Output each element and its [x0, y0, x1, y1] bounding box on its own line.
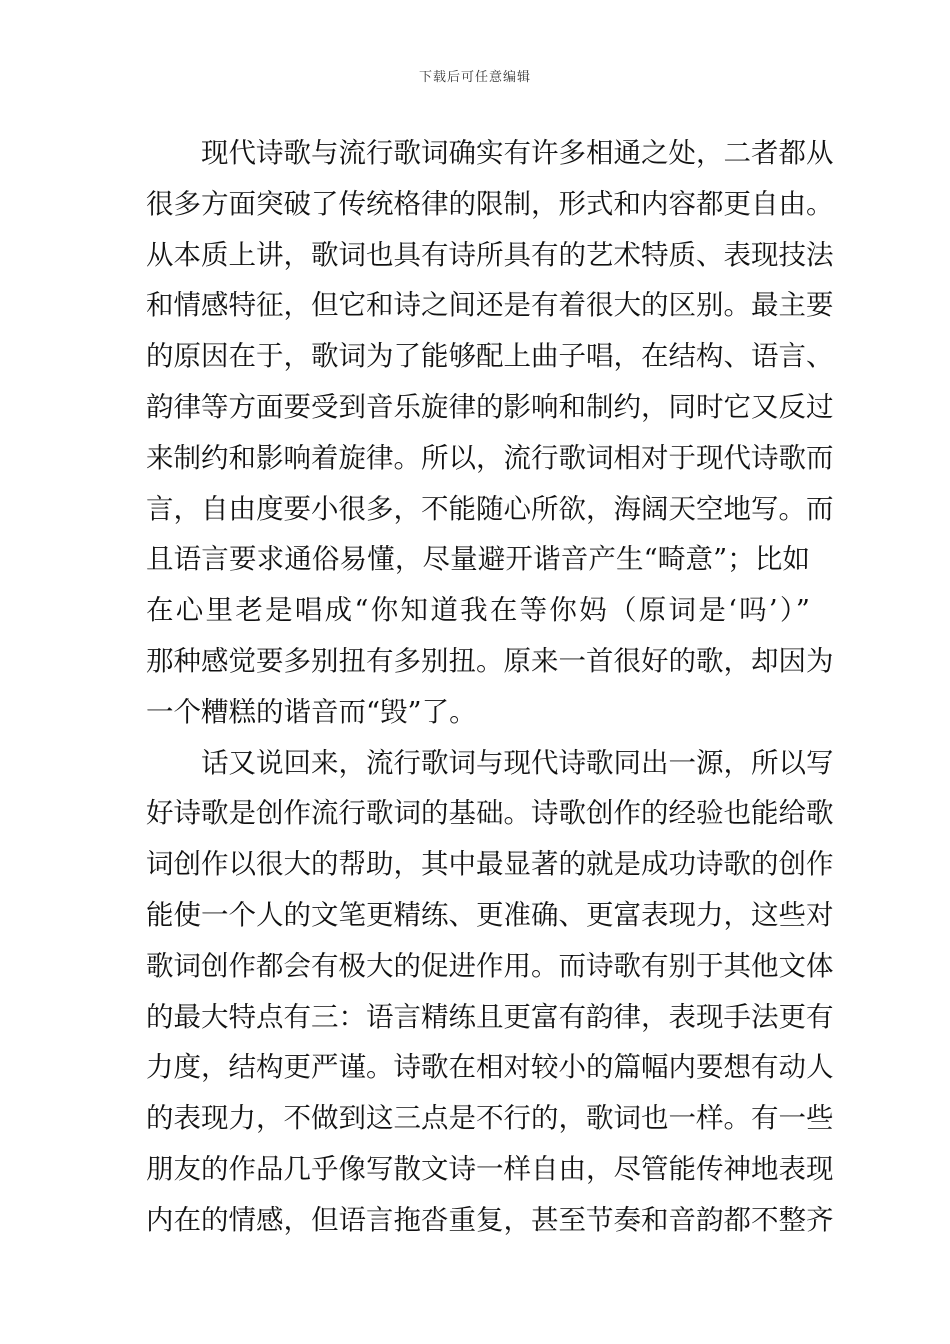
text-line: 言，自由度要小很多，不能随心所欲，海阔天空地写。而 — [146, 492, 834, 525]
text-line: 很多方面突破了传统格律的限制，形式和内容都更自由。 — [146, 187, 834, 220]
download-note: 下载后可任意编辑 — [418, 70, 531, 85]
paragraph-1 — [146, 128, 834, 738]
text-line: 一个糟糕的谐音而“毁”了。 — [146, 695, 477, 728]
text-line: 在心里老是唱成“你知道我在等你妈（原词是‘吗’）” — [146, 594, 810, 627]
text-line: 现代诗歌与流行歌词确实有许多相通之处，二者都从 — [201, 137, 834, 169]
text-line: 和情感特征，但它和诗之间还是有着很大的区别。最主要 — [146, 289, 834, 322]
text-line: 且语言要求通俗易懂，尽量避开谐音产生“畸意”；比如 — [146, 543, 810, 576]
text-line: 的表现力，不做到这三点是不行的，歌词也一样。有一些 — [146, 1102, 834, 1135]
text-line: 从本质上讲，歌词也具有诗所具有的艺术特质、表现技法 — [146, 238, 834, 271]
text-line: 力度，结构更严谨。诗歌在相对较小的篇幅内要想有动人 — [146, 1051, 834, 1084]
text-line: 那种感觉要多别扭有多别扭。原来一首很好的歌，却因为 — [146, 644, 834, 677]
document-body — [146, 128, 834, 1246]
text-line: 的原因在于，歌词为了能够配上曲子唱，在结构、语言、 — [146, 340, 834, 373]
text-line: 词创作以很大的帮助，其中最显著的就是成功诗歌的创作 — [146, 848, 834, 881]
text-line: 韵律等方面要受到音乐旋律的影响和制约，同时它又反过 — [146, 390, 834, 423]
text-line: 来制约和影响着旋律。所以，流行歌词相对于现代诗歌而 — [146, 441, 834, 474]
text-line: 朋友的作品几乎像写散文诗一样自由，尽管能传神地表现 — [146, 1152, 834, 1185]
text-line: 歌词创作都会有极大的促进作用。而诗歌有别于其他文体 — [146, 949, 834, 982]
text-line: 内在的情感，但语言拖沓重复，甚至节奏和音韵都不整齐 — [146, 1203, 834, 1236]
text-line: 能使一个人的文笔更精练、更准确、更富表现力，这些对 — [146, 898, 834, 931]
text-line: 话又说回来，流行歌词与现代诗歌同出一源，所以写 — [201, 746, 834, 779]
text-line: 的最大特点有三：语言精练且更富有韵律，表现手法更有 — [146, 1000, 834, 1033]
text-line: 好诗歌是创作流行歌词的基础。诗歌创作的经验也能给歌 — [146, 797, 834, 830]
paragraph-2 — [146, 738, 834, 1246]
